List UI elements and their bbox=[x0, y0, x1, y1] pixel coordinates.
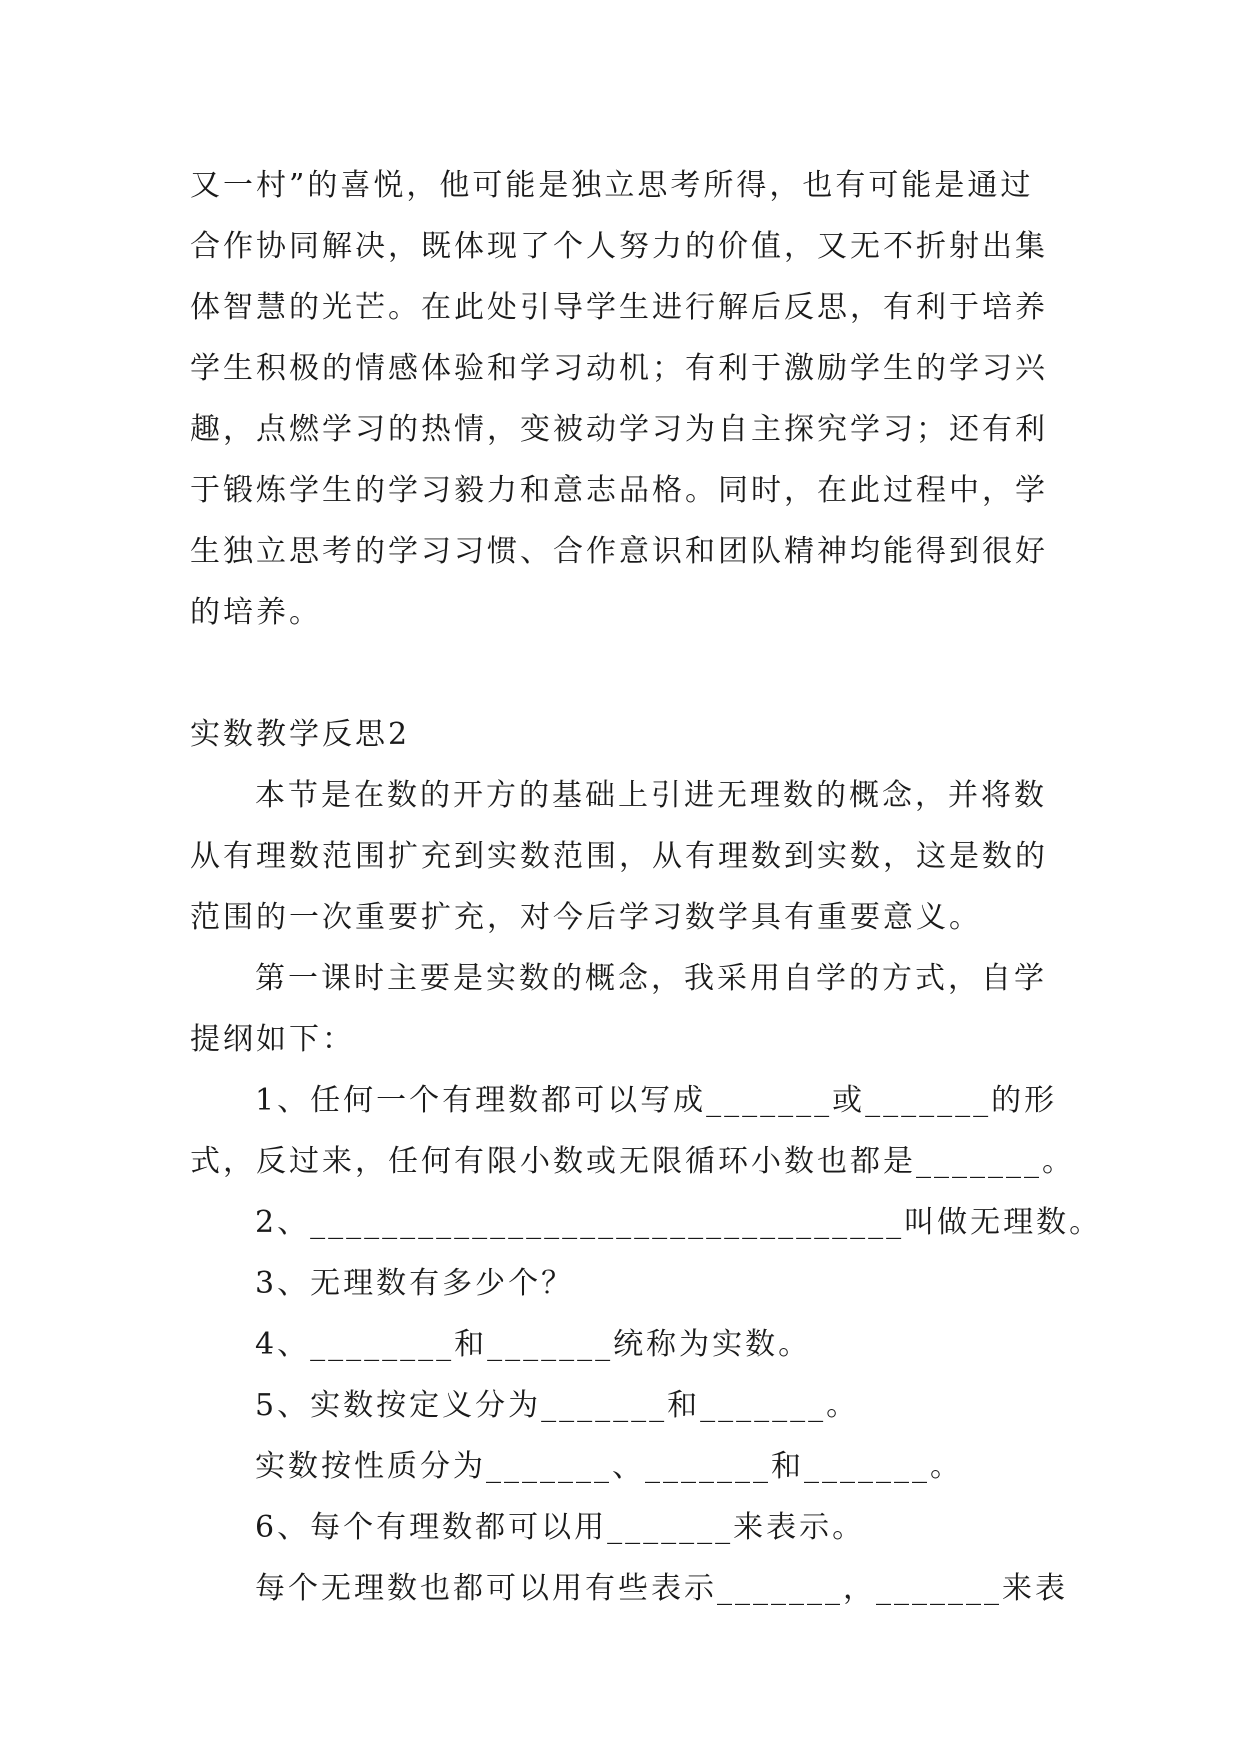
section-title: 实数教学反思2 bbox=[190, 717, 411, 752]
question-4: 4、________和_______统称为实数。 bbox=[255, 1327, 812, 1362]
question-1-line: 1、任何一个有理数都可以写成_______或_______的形 bbox=[255, 1083, 1058, 1118]
intro-line: 从有理数范围扩充到实数范围，从有理数到实数，这是数的 bbox=[190, 839, 1048, 874]
question-6: 6、每个有理数都可以用_______来表示。 bbox=[255, 1510, 866, 1545]
paragraph-spacer bbox=[190, 643, 1050, 704]
paragraph-line: 的培养。 bbox=[190, 595, 322, 630]
lesson-line: 提纲如下： bbox=[190, 1022, 355, 1057]
paragraph-line: 又一村”的喜悦，他可能是独立思考所得，也有可能是通过 bbox=[190, 168, 1034, 203]
question-5-continuation: 实数按性质分为_______、_______和_______。 bbox=[255, 1449, 963, 1484]
question-5: 5、实数按定义分为_______和_______。 bbox=[255, 1388, 860, 1423]
paragraph-line: 体智慧的光芒。在此处引导学生进行解后反思，有利于培养 bbox=[190, 290, 1048, 325]
question-1-line: 式，反过来，任何有限小数或无限循环小数也都是_______。 bbox=[190, 1144, 1075, 1179]
question-2: 2、_________________________________叫做无理数。 bbox=[255, 1205, 1103, 1240]
intro-line: 本节是在数的开方的基础上引进无理数的概念，并将数 bbox=[255, 778, 1047, 813]
paragraph-line: 生独立思考的学习习惯、合作意识和团队精神均能得到很好 bbox=[190, 534, 1048, 569]
paragraph-line: 学生积极的情感体验和学习动机；有利于激励学生的学习兴 bbox=[190, 351, 1048, 386]
paragraph-line: 合作协同解决，既体现了个人努力的价值，又无不折射出集 bbox=[190, 229, 1048, 264]
paragraph-line: 于锻炼学生的学习毅力和意志品格。同时，在此过程中，学 bbox=[190, 473, 1048, 508]
question-3: 3、无理数有多少个？ bbox=[255, 1266, 575, 1301]
question-6-continuation: 每个无理数也都可以用有些表示_______，_______来表 bbox=[255, 1571, 1068, 1606]
intro-line: 范围的一次重要扩充，对今后学习数学具有重要意义。 bbox=[190, 900, 982, 935]
document-page bbox=[190, 155, 1103, 1619]
paragraph-line: 趣，点燃学习的热情，变被动学习为自主探究学习；还有利 bbox=[190, 412, 1048, 447]
lesson-line: 第一课时主要是实数的概念，我采用自学的方式，自学 bbox=[255, 961, 1047, 996]
